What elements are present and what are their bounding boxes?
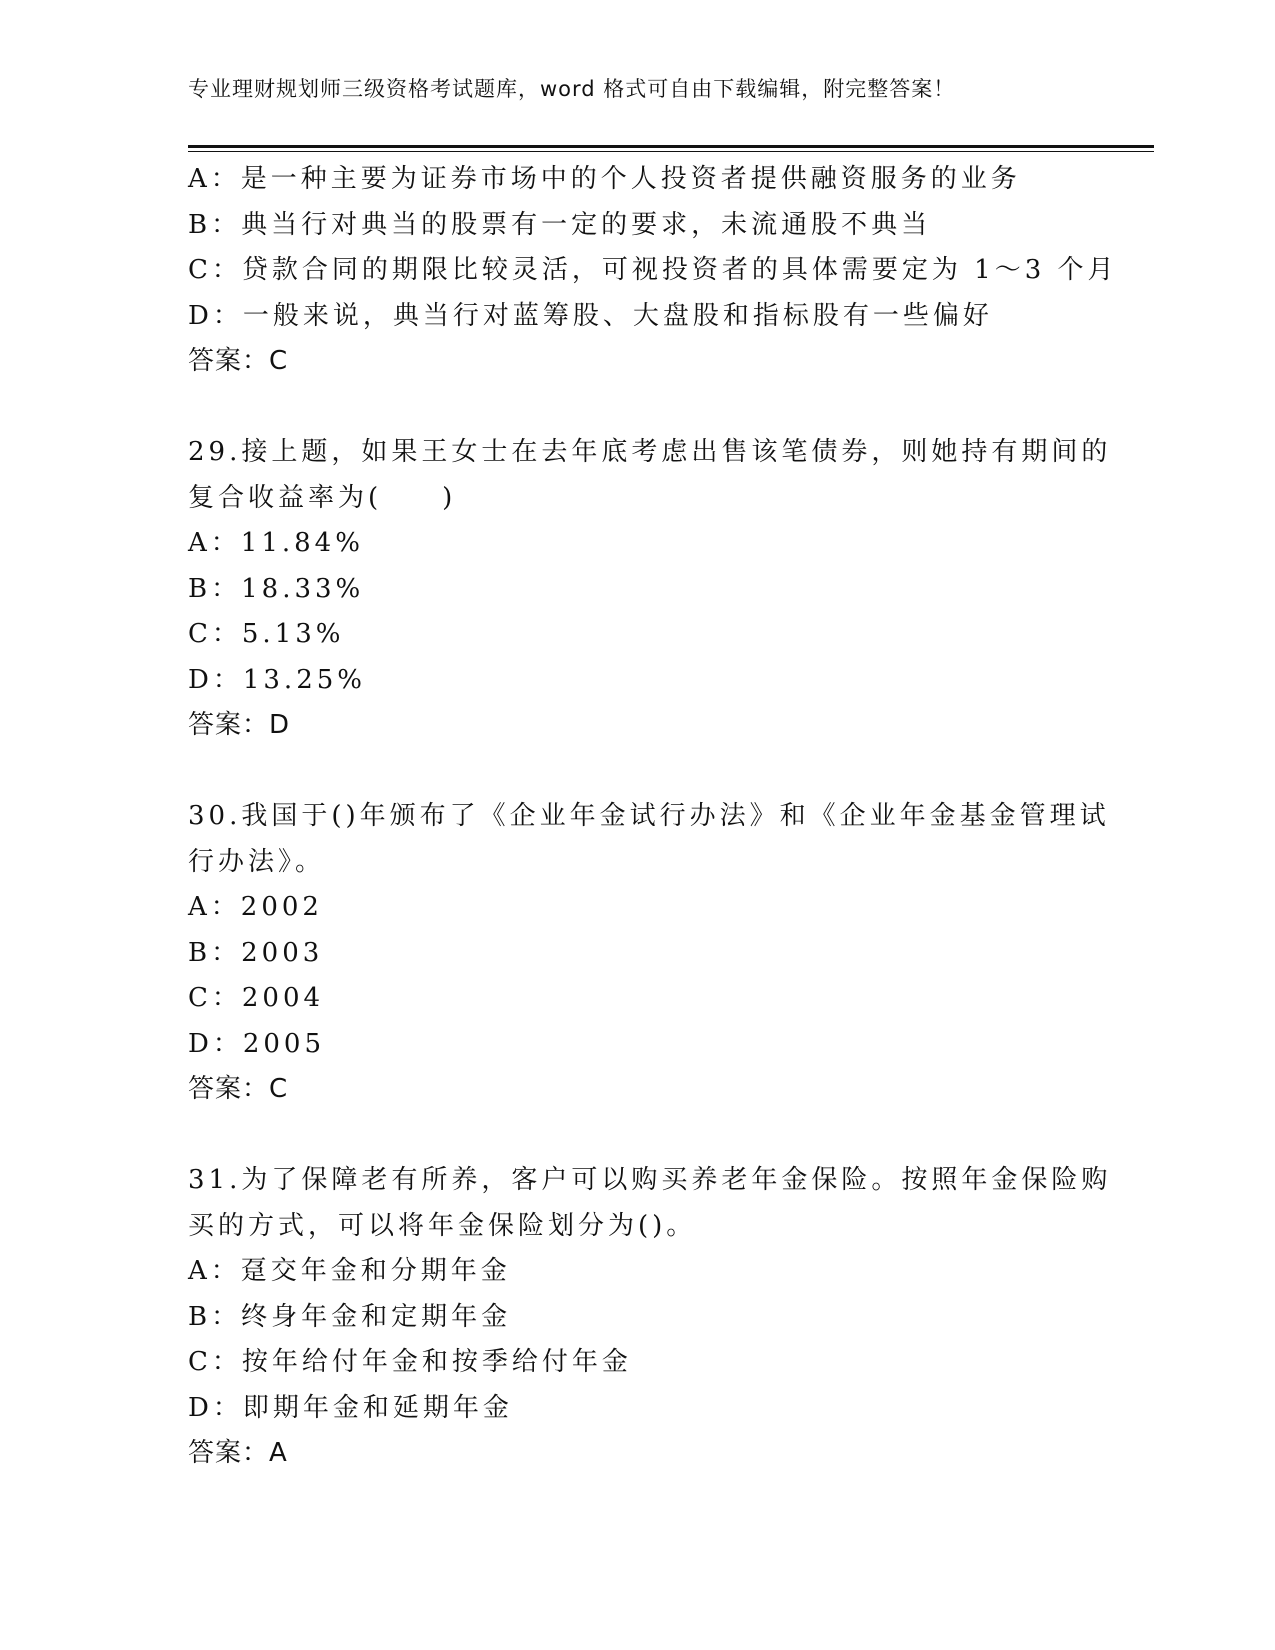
question-stem-continued: 行办法》。 bbox=[188, 846, 326, 877]
question-spacer bbox=[188, 1113, 1088, 1159]
question-stem-continued: 买的方式，可以将年金保险划分为()。 bbox=[188, 1210, 697, 1241]
option-b: B：典当行对典当的股票有一定的要求，未流通股不典当 bbox=[188, 209, 932, 240]
option-a: A：趸交年金和分期年金 bbox=[188, 1256, 511, 1286]
question-30 bbox=[188, 794, 1110, 1113]
header-rule-thin bbox=[188, 151, 1154, 152]
option-d: D：即期年金和延期年金 bbox=[188, 1392, 513, 1423]
option-d: D：一般来说，典当行对蓝筹股、大盘股和指标股有一些偏好 bbox=[188, 300, 993, 331]
answer: 答案：D bbox=[188, 710, 291, 740]
option-a: A：是一种主要为证券市场中的个人投资者提供融资服务的业务 bbox=[188, 164, 1021, 194]
option-b: B：终身年金和定期年金 bbox=[188, 1301, 512, 1332]
option-d: D：2005 bbox=[188, 1028, 326, 1059]
answer: 答案：C bbox=[188, 346, 289, 376]
option-b: B：18.33% bbox=[188, 573, 365, 604]
option-c: C：按年给付年金和按季给付年金 bbox=[188, 1347, 632, 1377]
option-c: C：贷款合同的期限比较灵活，可视投资者的具体需要定为 1～3 个月 bbox=[188, 255, 1118, 285]
question-list bbox=[188, 157, 1118, 1477]
question-stem: 29.接上题，如果王女士在去年底考虑出售该笔债券，则她持有期间的 bbox=[188, 437, 1112, 467]
option-c: C：2004 bbox=[188, 983, 325, 1013]
question-31 bbox=[188, 1158, 1112, 1477]
answer: 答案：C bbox=[188, 1074, 289, 1104]
page-header: 专业理财规划师三级资格考试题库，word 格式可自由下载编辑，附完整答案！ bbox=[188, 77, 956, 101]
option-d: D：13.25% bbox=[188, 664, 366, 695]
option-a: A：11.84% bbox=[188, 528, 364, 558]
header-rule-thick bbox=[188, 145, 1154, 148]
question-spacer bbox=[188, 749, 1088, 795]
question-29 bbox=[188, 430, 1112, 749]
option-a: A：2002 bbox=[188, 892, 323, 922]
question-stem: 30.我国于()年颁布了《企业年金试行办法》和《企业年金基金管理试 bbox=[188, 801, 1110, 831]
option-c: C：5.13% bbox=[188, 619, 345, 649]
question-28 bbox=[188, 157, 1118, 385]
question-spacer bbox=[188, 385, 1088, 431]
option-b: B：2003 bbox=[188, 937, 324, 968]
question-stem: 31.为了保障老有所养，客户可以购买养老年金保险。按照年金保险购 bbox=[188, 1165, 1112, 1195]
question-stem-continued: 复合收益率为( ) bbox=[188, 482, 457, 513]
answer: 答案：A bbox=[188, 1438, 288, 1468]
